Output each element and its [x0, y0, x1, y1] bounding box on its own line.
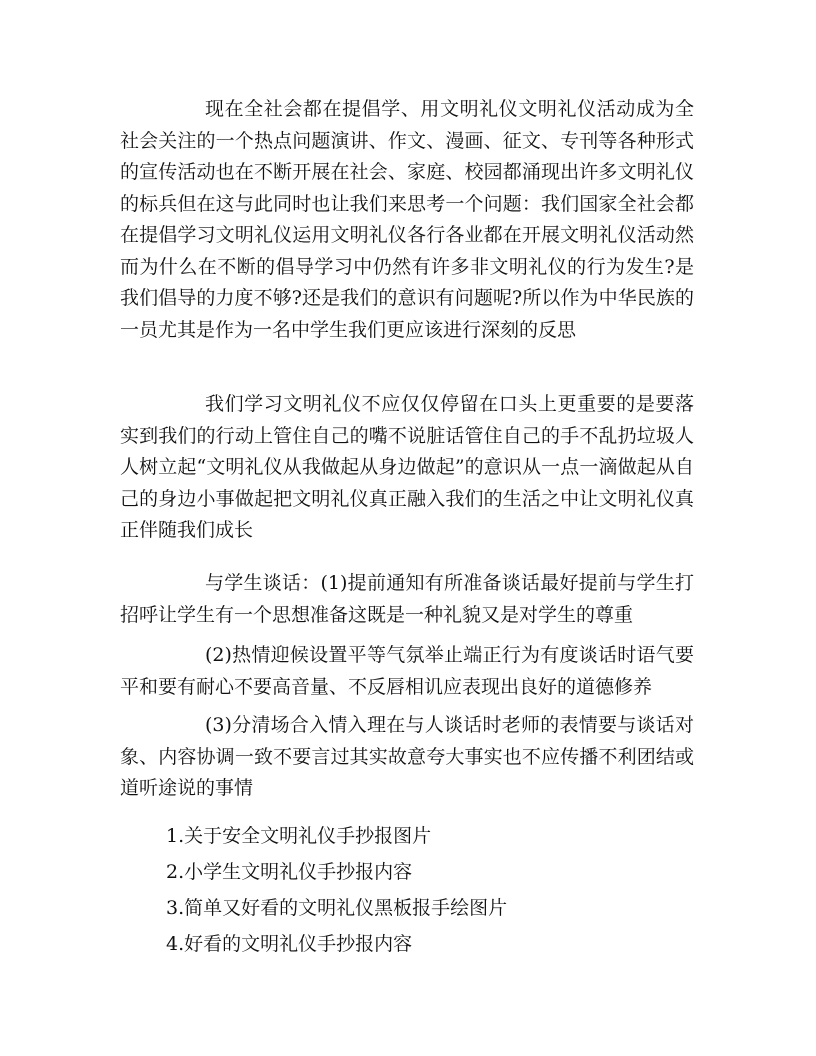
paragraph-civility-promotion: 现在全社会都在提倡学、用文明礼仪文明礼仪活动成为全社会关注的一个热点问题演讲、作文、漫画、征文、专刊等各种形式的宣传活动也在不断开展在社会、家庭、校园都涌现出许多文明礼仪的标兵但在这与此同时也让我们来思考一个问题：我们国家全社会都在提倡学习文明礼仪运用文明礼仪各行各业都在开展文明礼仪活动然而为什么在不断的倡导学习中仍然有许多非文明礼仪的行为发生?是我们倡导的力度不够?还是我们的意识有问题呢?所以作为中华民族的一员尤其是作为一名中学生我们更应该进行深刻的反思 — [120, 98, 694, 341]
paragraph-student-talk-3: (3)分清场合入情入理在与人谈话时老师的表情要与谈话对象、内容协调一致不要言过其实故意夸大事实也不应传播不利团结或道听途说的事情 — [120, 714, 694, 799]
related-links-list — [166, 818, 507, 962]
list-item: 2.小学生文明礼仪手抄报内容 — [166, 861, 413, 883]
paragraph-civility-practice: 我们学习文明礼仪不应仅仅停留在口头上更重要的是要落实到我们的行动上管住自己的嘴不说脏话管住自己的手不乱扔垃圾人人树立起“文明礼仪从我做起从身边做起”的意识从一点一滴做起从自己的身边小事做起把文明礼仪真正融入我们的生活之中让文明礼仪真正伴随我们成长 — [120, 393, 694, 541]
paragraph-student-talk-2: (2)热情迎候设置平等气氛举止端正行为有度谈话时语气要平和要有耐心不要高音量、不反唇相讥应表现出良好的道德修养 — [120, 644, 694, 698]
list-item: 3.简单又好看的文明礼仪黑板报手绘图片 — [166, 897, 508, 919]
list-item: 4.好看的文明礼仪手抄报内容 — [166, 933, 413, 955]
list-item: 1.关于安全文明礼仪手抄报图片 — [166, 825, 432, 847]
paragraph-student-talk-1: 与学生谈话：(1)提前通知有所准备谈话最好提前与学生打招呼让学生有一个思想准备这既是一种礼貌又是对学生的尊重 — [120, 572, 694, 626]
